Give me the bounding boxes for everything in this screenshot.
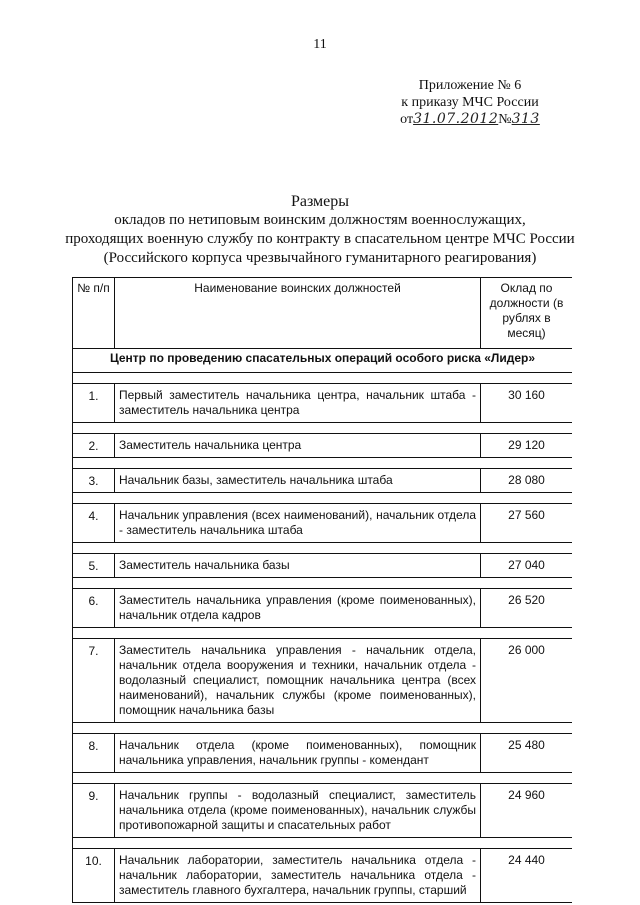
table-row [73,469,573,493]
salary-value: 24 440 [481,849,573,903]
row-spacer [73,493,573,504]
appendix-title: Приложение № 6 [418,78,522,93]
salary-table [72,277,572,903]
row-spacer [73,773,573,784]
table-row [73,554,573,578]
table-header-row [73,278,573,349]
salary-value: 29 120 [481,434,573,458]
row-spacer [73,458,573,469]
table-row [73,784,573,838]
column-header-salary: Оклад по должности (в рублях в месяц) [481,278,573,349]
table-row [73,434,573,458]
heading-line-1: окладов по нетиповым воинским должностям военнослужащих, [114,212,526,228]
document-heading [60,192,580,268]
salary-value: 27 560 [481,504,573,543]
salary-value: 28 080 [481,469,573,493]
row-number: 8. [73,734,115,773]
spacer-cell [73,723,573,734]
column-header-number: № п/п [73,278,115,349]
spacer-cell [73,493,573,504]
row-spacer [73,838,573,849]
table-row [73,639,573,723]
row-spacer [73,723,573,734]
heading-title: Размеры [290,193,350,210]
table-row [73,589,573,628]
column-header-position: Наименование воинских должностей [115,278,481,349]
table-row [73,849,573,903]
row-number: 1. [73,384,115,423]
position-name: Заместитель начальника базы [115,554,481,578]
section-title: Центр по проведению спасательных операций особого риска «Лидер» [73,349,573,373]
section-row [73,349,573,373]
position-name: Начальник группы - водолазный специалист, заместитель начальника отдела (кроме поименованных), начальник службы противопожарной защиты и спасательных работ [115,784,481,838]
salary-value: 30 160 [481,384,573,423]
from-prefix: от [400,112,414,127]
position-name: Заместитель начальника управления - начальник отдела, начальник отдела вооружения и техники, начальник отдела - водолазный специалист, помощник начальника центра (всех наименований), начальник службы (кроме поименованных), помощник начальника базы [115,639,481,723]
table-body [73,373,573,903]
row-spacer [73,373,573,384]
row-number: 4. [73,504,115,543]
page-number: 11 [313,37,327,52]
row-spacer [73,578,573,589]
position-name: Начальник лаборатории, заместитель начальника отдела - начальник лаборатории, заместитель начальника отдела - заместитель главного бухгалтера, начальник группы, старший [115,849,481,903]
number-prefix: № [498,112,512,127]
row-spacer [73,628,573,639]
row-number: 6. [73,589,115,628]
row-number: 10. [73,849,115,903]
salary-value: 27 040 [481,554,573,578]
heading-line-2: проходящих военную службу по контракту в спасательном центре МЧС России [65,231,575,247]
table-row [73,384,573,423]
appendix-order: к приказу МЧС России [401,95,539,110]
position-name: Первый заместитель начальника центра, начальник штаба - заместитель начальника центра [115,384,481,423]
salary-value: 25 480 [481,734,573,773]
position-name: Заместитель начальника центра [115,434,481,458]
position-name: Начальник базы, заместитель начальника штаба [115,469,481,493]
heading-line-3: (Российского корпуса чрезвычайного гуманитарного реагирования) [103,250,537,266]
spacer-cell [73,628,573,639]
spacer-cell [73,578,573,589]
row-number: 3. [73,469,115,493]
spacer-cell [73,543,573,554]
salary-value: 26 520 [481,589,573,628]
salary-value: 26 000 [481,639,573,723]
row-spacer [73,423,573,434]
row-number: 9. [73,784,115,838]
position-name: Начальник управления (всех наименований), начальник отдела - заместитель начальника штаба [115,504,481,543]
handwritten-number: 313 [511,111,540,127]
row-number: 5. [73,554,115,578]
spacer-cell [73,773,573,784]
table-row [73,504,573,543]
handwritten-date: 31.07.2012 [413,111,499,127]
spacer-cell [73,458,573,469]
position-name: Начальник отдела (кроме поименованных), помощник начальника управления, начальник группы - комендант [115,734,481,773]
table-row [73,734,573,773]
appendix-date-number [380,111,560,128]
appendix-block [380,77,560,128]
salary-value: 24 960 [481,784,573,838]
row-number: 2. [73,434,115,458]
row-spacer [73,543,573,554]
spacer-cell [73,373,573,384]
salary-table-container [72,277,572,905]
position-name: Заместитель начальника управления (кроме поименованных), начальник отдела кадров [115,589,481,628]
spacer-cell [73,423,573,434]
spacer-cell [73,838,573,849]
row-number: 7. [73,639,115,723]
